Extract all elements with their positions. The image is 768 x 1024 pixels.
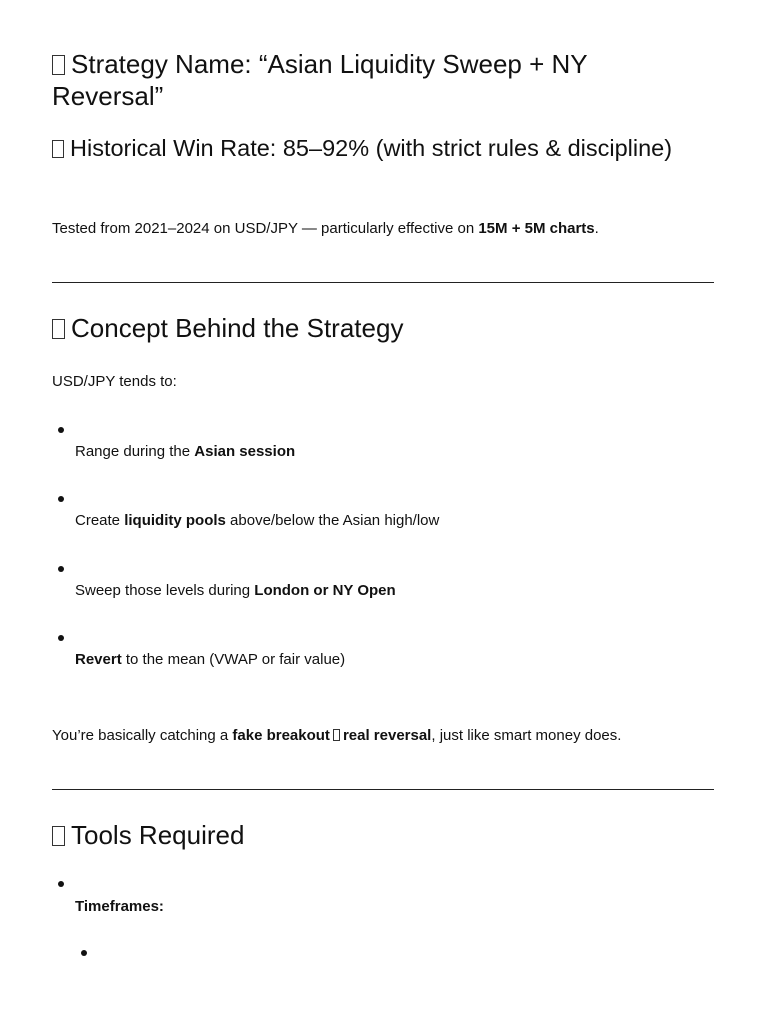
strategy-name-heading <box>52 48 692 112</box>
missing-glyph-icon <box>52 319 65 339</box>
missing-glyph-icon <box>52 55 65 75</box>
tools-heading-text: Tools Required <box>71 820 245 850</box>
list-item <box>75 650 345 670</box>
list-bullet <box>58 881 64 887</box>
list-item-text: Sweep those levels during <box>75 582 255 599</box>
intro-paragraph <box>52 219 732 239</box>
win-rate-text: Historical Win Rate: 85–92% (with strict rules & discipline) <box>70 135 673 161</box>
list-item-text: Range during the <box>75 443 195 460</box>
strategy-name-text: Strategy Name: “Asian Liquidity Sweep + NY Reversal” <box>52 49 588 111</box>
list-item-bold: Asian session <box>194 443 296 460</box>
list-item-text: to the mean (VWAP or fair value) <box>121 651 346 668</box>
list-item-bold: Revert <box>75 651 122 668</box>
divider <box>52 789 714 790</box>
concept-heading-text: Concept Behind the Strategy <box>71 313 404 343</box>
tools-heading <box>52 819 692 851</box>
list-item <box>75 581 396 601</box>
list-bullet <box>58 427 64 433</box>
list-item <box>75 442 295 462</box>
summary-paragraph <box>52 726 732 746</box>
list-item-bold: Timeframes: <box>75 898 164 915</box>
list-bullet <box>58 635 64 641</box>
intro-text: Tested from 2021–2024 on USD/JPY — particularly effective on <box>52 220 479 237</box>
arrow-glyph-icon <box>333 729 340 741</box>
list-bullet <box>58 566 64 572</box>
summary-text: , just like smart money does. <box>431 727 622 744</box>
nested-list-bullet <box>81 950 87 956</box>
summary-bold: fake breakout <box>232 727 330 744</box>
concept-lead: USD/JPY tends to: <box>52 373 177 390</box>
summary-bold: real reversal <box>342 727 432 744</box>
intro-bold: 15M + 5M charts <box>478 220 595 237</box>
list-item-bold: liquidity pools <box>124 512 226 529</box>
missing-glyph-icon <box>52 826 65 846</box>
concept-heading <box>52 312 692 344</box>
divider <box>52 282 714 283</box>
summary-text: You’re basically catching a <box>52 727 233 744</box>
list-item <box>75 511 439 531</box>
intro-end: . <box>594 220 599 237</box>
list-item <box>75 897 164 917</box>
list-item-bold: London or NY Open <box>254 582 396 599</box>
list-item-text: above/below the Asian high/low <box>225 512 440 529</box>
missing-glyph-icon <box>52 140 64 158</box>
win-rate-heading <box>52 134 692 163</box>
list-item-text: Create <box>75 512 125 529</box>
list-bullet <box>58 496 64 502</box>
